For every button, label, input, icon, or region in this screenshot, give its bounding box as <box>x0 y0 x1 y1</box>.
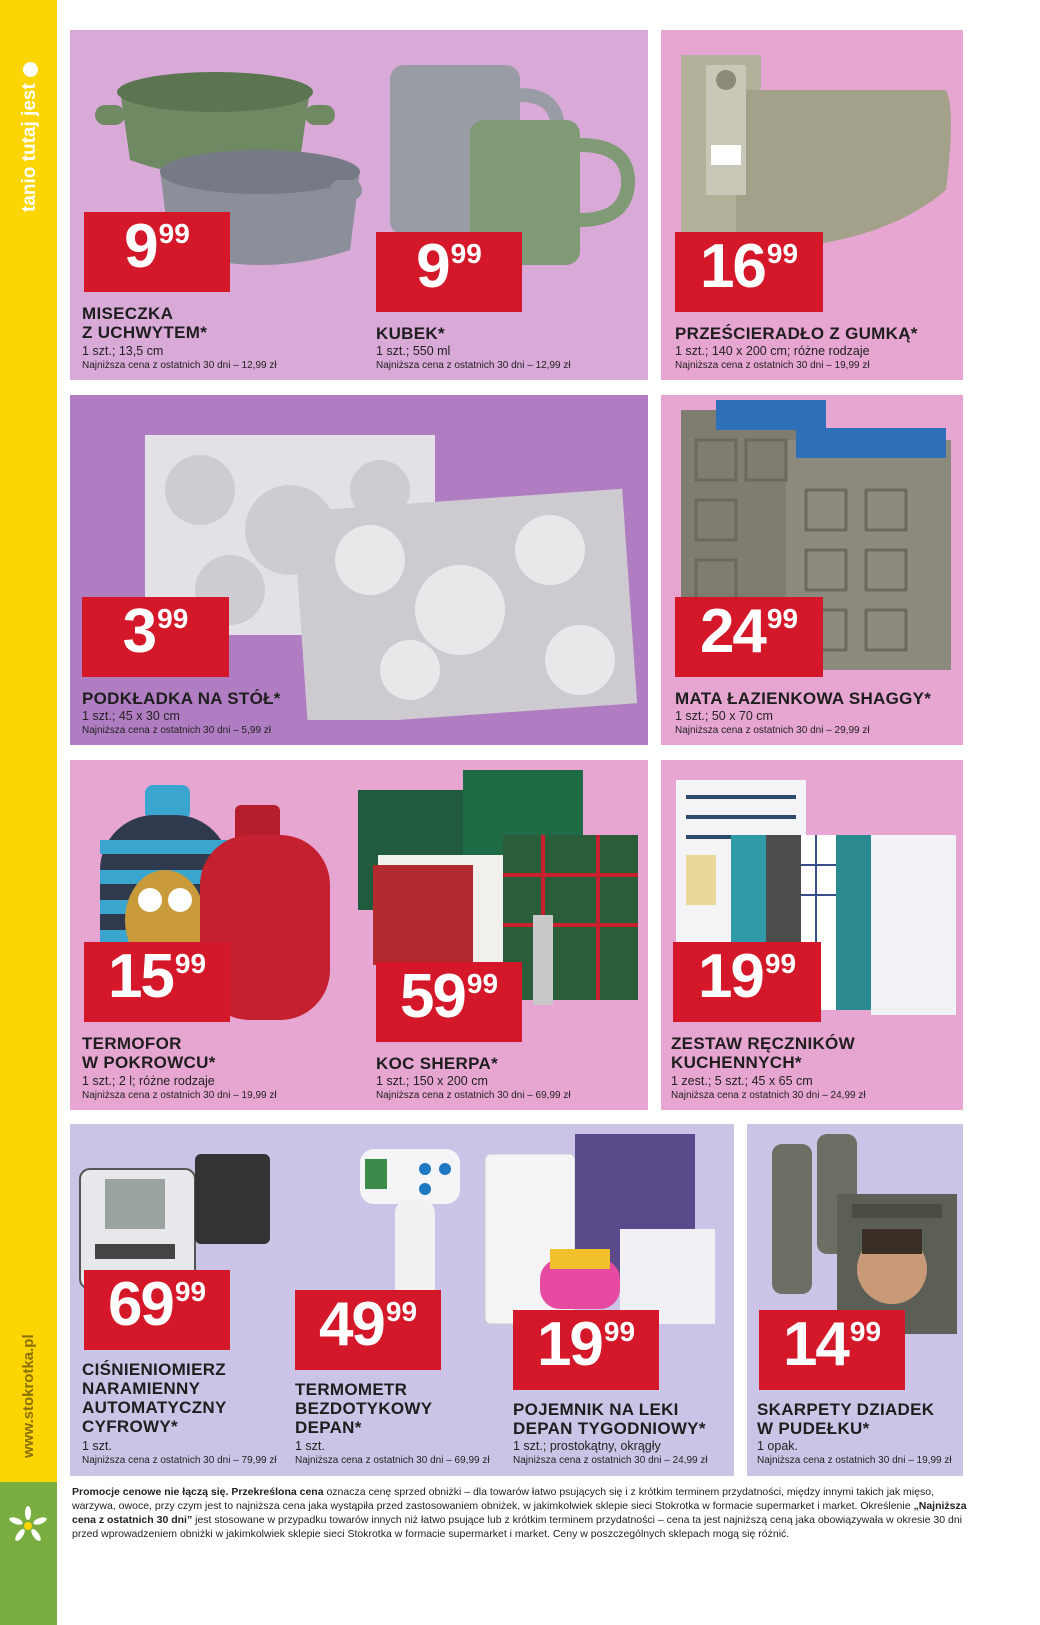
price-tag: 59 99 <box>376 962 522 1042</box>
price-tag: 9 99 <box>84 212 230 292</box>
thermometer-image <box>345 1139 475 1309</box>
lowest-price-note: Najniższa cena z ostatnich 30 dni – 19,99 zł <box>675 360 870 371</box>
product-spec: 1 szt. <box>82 1439 112 1453</box>
pill-organizer-image <box>480 1129 730 1329</box>
price-tag: 19 99 <box>673 942 821 1022</box>
slogan-text: tanio tutaj jest <box>19 83 40 212</box>
product-spec: 1 szt.; 140 x 200 cm; różne rodzaje <box>675 344 870 358</box>
footer-bold-3: „Najniższa cena z ostatnich 30 dni” <box>72 1500 967 1526</box>
price-tag: 24 99 <box>675 597 823 677</box>
lowest-price-note: Najniższa cena z ostatnich 30 dni – 24,99 zł <box>671 1090 866 1101</box>
product-name: KOC SHERPA* <box>376 1054 499 1073</box>
lowest-price-note: Najniższa cena z ostatnich 30 dni – 69,99 zł <box>295 1455 490 1466</box>
price-tag: 69 99 <box>84 1270 230 1350</box>
lowest-price-note: Najniższa cena z ostatnich 30 dni – 19,99 zł <box>82 1090 277 1101</box>
product-name: KUBEK* <box>376 324 445 343</box>
price-tag: 14 99 <box>759 1310 905 1390</box>
product-panel-row2-left <box>70 395 648 745</box>
product-spec: 1 opak. <box>757 1439 799 1453</box>
product-name: CIŚNIENIOMIERZ NARAMIENNY AUTOMATYCZNY CYFROWY* <box>82 1360 227 1436</box>
footer-bold-2: Przekreślona cena <box>231 1486 324 1498</box>
side-logo-area <box>0 1482 57 1625</box>
lowest-price-note: Najniższa cena z ostatnich 30 dni – 24,99 zł <box>513 1455 708 1466</box>
lowest-price-note: Najniższa cena z ostatnich 30 dni – 5,99 zł <box>82 725 271 736</box>
socks-image <box>752 1134 962 1334</box>
slogan <box>17 32 43 212</box>
product-panel-row2-right <box>661 395 963 745</box>
lowest-price-note: Najniższa cena z ostatnich 30 dni – 29,99 zł <box>675 725 870 736</box>
footer-bold-1: Promocje cenowe nie łączą się. <box>72 1486 229 1498</box>
bedsheet-image <box>676 50 956 260</box>
product-name: POJEMNIK NA LEKI DEPAN TYGODNIOWY* <box>513 1400 706 1438</box>
product-name: PRZEŚCIERADŁO Z GUMKĄ* <box>675 324 918 343</box>
product-name: TERMOMETR BEZDOTYKOWY DEPAN* <box>295 1380 433 1437</box>
product-spec: 1 szt.; 550 ml <box>376 344 451 358</box>
lowest-price-note: Najniższa cena z ostatnich 30 dni – 19,99 zł <box>757 1455 952 1466</box>
product-panel-row4-right <box>747 1124 963 1476</box>
stokrotka-flower-icon <box>8 1505 48 1545</box>
product-panel-row1-right <box>661 30 963 380</box>
lowest-price-note: Najniższa cena z ostatnich 30 dni – 69,99 zł <box>376 1090 571 1101</box>
price-tag: 49 99 <box>295 1290 441 1370</box>
footer-text-1: oznacza cenę sprzed obniżki – dla towarów łatwo psujących się i z krótkim terminem przydatności, między innymi takich jak mięso, warzywa, owoce, przy czym jest to najniższa cena jaka wystąpiła przed zastosowaniem obniżek, w jakimkolwiek sklepie sieci Stokrotka w formacie supermarket i market. Określenie <box>72 1486 934 1512</box>
product-spec: 1 szt.; 13,5 cm <box>82 344 164 358</box>
website-url[interactable]: www.stokrotka.pl <box>20 1334 37 1458</box>
product-spec: 1 szt.; 150 x 200 cm <box>376 1074 488 1088</box>
product-spec: 1 szt.; prostokątny, okrągły <box>513 1439 661 1453</box>
slogan-dot-icon <box>23 62 38 77</box>
product-spec: 1 zest.; 5 szt.; 45 x 65 cm <box>671 1074 813 1088</box>
product-spec: 1 szt. <box>295 1439 325 1453</box>
lowest-price-note: Najniższa cena z ostatnich 30 dni – 12,99 zł <box>376 360 571 371</box>
footer-text-2: jest stosowane w przypadku towarów innych niż łatwo psujące lub z krótkim terminem przydatności – cena ta jest najniższą ceną jaka obowiązywała w okresie 30 dni przed wprowadzeniem obniżki w jakimkolwiek sklepie sieci Stokrotka w formacie supermarket i market. Ceny w poszczególnych sklepach mogą się różnić. <box>72 1514 962 1540</box>
product-name: TERMOFOR W POKROWCU* <box>82 1034 216 1072</box>
product-spec: 1 szt.; 45 x 30 cm <box>82 709 180 723</box>
lowest-price-note: Najniższa cena z ostatnich 30 dni – 79,99 zł <box>82 1455 277 1466</box>
price-tag: 15 99 <box>84 942 230 1022</box>
product-name: MATA ŁAZIENKOWA SHAGGY* <box>675 689 932 708</box>
product-name: MISECZKA Z UCHWYTEM* <box>82 304 208 342</box>
product-panel-row3-left <box>70 760 648 1110</box>
product-panel-row4-left <box>70 1124 734 1476</box>
product-name: SKARPETY DZIADEK W PUDEŁKU* <box>757 1400 935 1438</box>
product-panel-row1-left <box>70 30 648 380</box>
product-name: ZESTAW RĘCZNIKÓW KUCHENNYCH* <box>671 1034 855 1072</box>
product-name: PODKŁADKA NA STÓŁ* <box>82 689 281 708</box>
price-tag: 9 99 <box>376 232 522 312</box>
legal-footer <box>72 1485 972 1541</box>
price-tag: 3 99 <box>82 597 229 677</box>
product-spec: 1 szt.; 2 l; różne rodzaje <box>82 1074 215 1088</box>
product-spec: 1 szt.; 50 x 70 cm <box>675 709 773 723</box>
price-tag: 19 99 <box>513 1310 659 1390</box>
product-panel-row3-right <box>661 760 963 1110</box>
price-tag: 16 99 <box>675 232 823 312</box>
lowest-price-note: Najniższa cena z ostatnich 30 dni – 12,99 zł <box>82 360 277 371</box>
